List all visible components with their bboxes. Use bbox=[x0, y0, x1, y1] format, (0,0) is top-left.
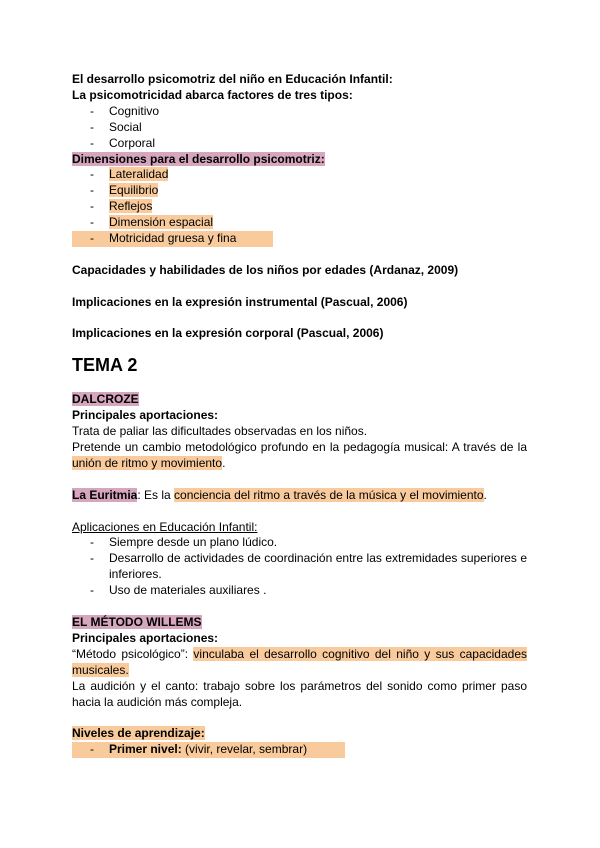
dimensions-heading: Dimensiones para el desarrollo psicomotriz: bbox=[72, 151, 325, 166]
dalcroze-line2-end: . bbox=[222, 455, 226, 470]
willems-metodo-text: “Método psicológico”: bbox=[72, 646, 194, 661]
tema2-title: TEMA 2 bbox=[72, 355, 138, 376]
section-corporal: Implicaciones en la expresión corporal (Pascual, 2006) bbox=[72, 326, 384, 341]
willems-metodo bbox=[72, 647, 527, 679]
dalcroze-aportaciones-heading: Principales aportaciones: bbox=[72, 408, 219, 423]
dimension-text: Reflejos bbox=[109, 199, 153, 214]
dash-bullet: - bbox=[90, 103, 94, 118]
intro-title: El desarrollo psicomotriz del niño en Educación Infantil: bbox=[72, 72, 393, 86]
aplicacion-text: Uso de materiales auxiliares . bbox=[109, 583, 267, 598]
willems-aportaciones-heading: Principales aportaciones: bbox=[72, 630, 219, 645]
dalcroze-heading: DALCROZE bbox=[72, 392, 139, 407]
list-item bbox=[72, 199, 527, 215]
dash-bullet: - bbox=[90, 583, 94, 598]
dalcroze-line2-highlight: unión de ritmo y movimiento bbox=[72, 455, 223, 470]
dash-bullet: - bbox=[90, 231, 94, 246]
willems-heading: EL MÉTODO WILLEMS bbox=[72, 615, 202, 629]
dash-bullet: - bbox=[90, 551, 94, 566]
list-item bbox=[72, 215, 527, 231]
intro-subtitle: La psicomotricidad abarca factores de tres tipos: bbox=[72, 87, 353, 102]
euritmia-line bbox=[72, 488, 527, 504]
dimension-text: Lateralidad bbox=[109, 167, 169, 182]
list-item bbox=[72, 120, 527, 136]
dimension-text: Dimensión espacial bbox=[109, 215, 214, 230]
euritmia-highlight: conciencia del ritmo a través de la música y el movimiento bbox=[174, 487, 484, 502]
dimensions-list bbox=[72, 167, 527, 247]
nivel1-text: (vivir, revelar, sembrar) bbox=[181, 742, 308, 757]
list-item bbox=[72, 183, 527, 199]
list-item bbox=[72, 104, 527, 120]
aplicacion-text: Desarrollo de actividades de coordinación entre las extremidades superiores e inferiores. bbox=[109, 551, 527, 582]
factor-text: Corporal bbox=[109, 135, 156, 150]
dash-bullet: - bbox=[90, 167, 94, 182]
factor-text: Cognitivo bbox=[109, 103, 160, 118]
dash-bullet: - bbox=[90, 742, 94, 757]
niveles-list bbox=[72, 742, 527, 758]
niveles-heading: Niveles de aprendizaje: bbox=[72, 726, 205, 741]
dash-bullet: - bbox=[90, 535, 94, 550]
list-item bbox=[72, 742, 345, 758]
dalcroze-line1: Trata de paliar las dificultades observadas en los niños. bbox=[72, 424, 368, 439]
factors-list bbox=[72, 104, 527, 152]
dash-bullet: - bbox=[90, 183, 94, 198]
dimension-text: Equilibrio bbox=[109, 183, 159, 198]
dalcroze-line2-text: Pretende un cambio metodológico profundo en la pedagogía musical: A través de la bbox=[72, 440, 527, 455]
willems-metodo-highlight: vinculaba el desarrollo cognitivo del niño y sus capacidades musicales. bbox=[72, 646, 527, 677]
list-item bbox=[72, 167, 527, 183]
aplicaciones-list bbox=[72, 535, 527, 599]
list-item bbox=[72, 136, 527, 152]
euritmia-label: La Euritmia bbox=[72, 487, 138, 502]
list-item bbox=[72, 583, 527, 599]
willems-audicion: La audición y el canto: trabajo sobre los parámetros del sonido como primer paso hacia la audición más compleja. bbox=[72, 678, 527, 709]
aplicaciones-heading: Aplicaciones en Educación Infantil: bbox=[72, 519, 258, 534]
list-item bbox=[72, 535, 527, 551]
dash-bullet: - bbox=[90, 215, 94, 230]
list-item bbox=[72, 551, 527, 583]
euritmia-end: . bbox=[483, 487, 487, 502]
nivel1-label: Primer nivel: bbox=[109, 742, 182, 757]
dalcroze-line2 bbox=[72, 440, 527, 472]
factor-text: Social bbox=[109, 119, 142, 134]
document-page bbox=[72, 72, 527, 758]
section-instrumental: Implicaciones en la expresión instrumental (Pascual, 2006) bbox=[72, 294, 408, 309]
dash-bullet: - bbox=[90, 119, 94, 134]
dash-bullet: - bbox=[90, 135, 94, 150]
euritmia-mid: : Es la bbox=[137, 487, 175, 502]
list-item bbox=[72, 231, 273, 247]
section-capacidades: Capacidades y habilidades de los niños por edades (Ardanaz, 2009) bbox=[72, 262, 459, 277]
aplicacion-text: Siempre desde un plano lúdico. bbox=[109, 535, 278, 550]
dash-bullet: - bbox=[90, 199, 94, 214]
dimension-text: Motricidad gruesa y fina bbox=[109, 231, 237, 246]
